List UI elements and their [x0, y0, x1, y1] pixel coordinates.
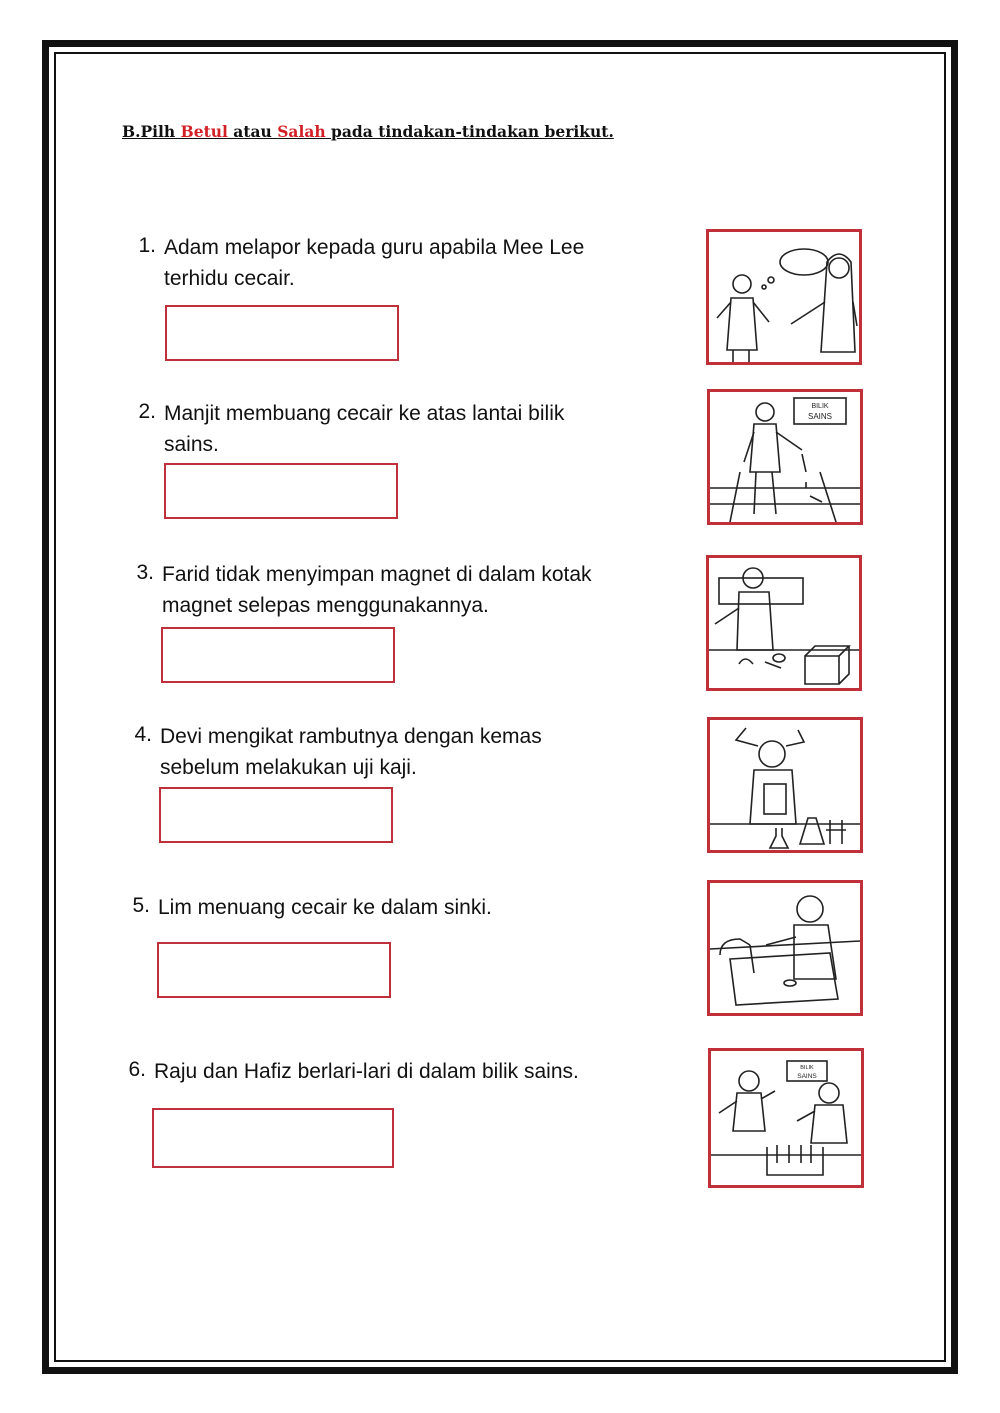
- question-number: 2.: [138, 400, 156, 423]
- question-text: Devi mengikat rambutnya dengan kemas sebelum melakukan uji kaji.: [160, 725, 542, 779]
- question-text: Lim menuang cecair ke dalam sinki.: [158, 896, 492, 919]
- question-text: Farid tidak menyimpan magnet di dalam kotak magnet selepas menggunakannya.: [162, 563, 592, 617]
- question-number: 1.: [138, 234, 156, 257]
- lab-sign-text: BILIK: [800, 1065, 814, 1071]
- question-number: 6.: [128, 1058, 146, 1081]
- question-number: 3.: [136, 561, 154, 584]
- answer-box[interactable]: [161, 627, 395, 683]
- lab-sign-text: BILIK: [811, 403, 829, 410]
- question-text: Manjit membuang cecair ke atas lantai bilik sains.: [164, 402, 565, 456]
- question-text: Raju dan Hafiz berlari-lari di dalam bilik sains.: [154, 1060, 579, 1083]
- answer-box[interactable]: [157, 942, 391, 998]
- answer-box[interactable]: [165, 305, 399, 361]
- lab-sign-text: SAINS: [807, 412, 833, 421]
- answer-box[interactable]: [152, 1108, 394, 1168]
- question-text: Adam melapor kepada guru apabila Mee Lee terhidu cecair.: [164, 236, 585, 290]
- lab-sign-text: SAINS: [797, 1073, 817, 1080]
- boy-pouring-liquid-on-floor-illustration: [707, 389, 863, 525]
- question-number: 4.: [134, 723, 152, 746]
- question-number: 5.: [132, 894, 150, 917]
- boy-pouring-into-sink-illustration: [707, 880, 863, 1016]
- girl-tying-hair-illustration: [707, 717, 863, 853]
- boy-and-teacher-illustration: [706, 229, 862, 365]
- betul-word: Betul: [180, 122, 228, 141]
- boy-with-magnets-and-box-illustration: [706, 555, 862, 691]
- salah-word: Salah: [277, 122, 326, 141]
- answer-box[interactable]: [159, 787, 393, 843]
- boys-running-in-lab-illustration: [708, 1048, 864, 1188]
- answer-box[interactable]: [164, 463, 398, 519]
- instruction-heading: B.Pilh Betul atau Salah pada tindakan-tindakan berikut.: [122, 122, 614, 141]
